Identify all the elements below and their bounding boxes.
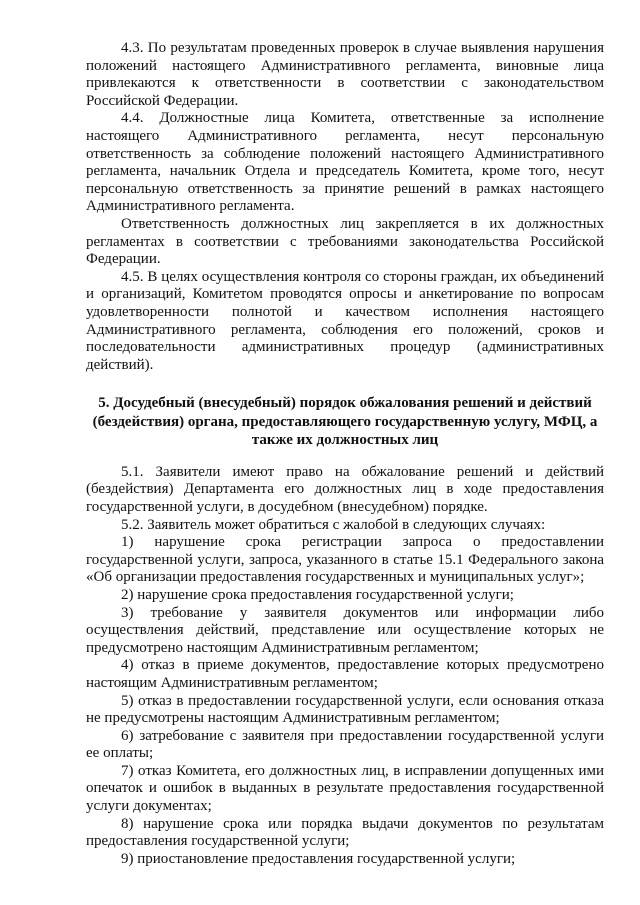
list-item-6: 6) затребование с заявителя при предоставлении государственной услуги ее оплаты; [86,727,604,762]
list-item-5: 5) отказ в предоставлении государственной услуги, если основания отказа не предусмотрены настоящим Административным регламентом; [86,692,604,727]
paragraph-5-2: 5.2. Заявитель может обратиться с жалобой в следующих случаях: [121,516,546,533]
list-item-8: 8) нарушение срока или порядка выдачи документов по результатам предоставления государственной услуги; [86,815,604,850]
paragraph-4-3: 4.3. По результатам проведенных проверок в случае выявления нарушения положений настоящего Административного регламента, виновные лица привлекаются к ответственности в соответствии с законодательством Российской Федерации. [86,40,604,109]
list-item-9: 9) приостановление предоставления государственной услуги; [121,850,516,867]
list-item-2: 2) нарушение срока предоставления государственной услуги; [121,586,514,603]
list-item-1: 1) нарушение срока регистрации запроса о предоставлении государственной услуги, запроса, указанного в статье 15.1 Федерального закона «Об организации предоставления государственных и муниципальных услуг»; [86,534,604,586]
section-5-heading: 5. Досудебный (внесудебный) порядок обжалования решений и действий (бездействия) органа, предоставляющего государственную услугу, МФЦ, а также их должностных лиц [92,395,598,449]
paragraph-4-5: 4.5. В целях осуществления контроля со стороны граждан, их объединений и организаций, Комитетом проводятся опросы и анкетирование по вопросам удовлетворенности полнотой и качеством исполнения настоящего Административного регламента, соблюдения его положений, сроков и последовательности административных процедур (административных действий). [86,268,604,373]
paragraph-5-1: 5.1. Заявители имеют право на обжалование решений и действий (бездействия) Департамента его должностных лиц в ходе предоставления государственной услуги, в досудебном (внесудебном) порядке. [86,463,604,515]
list-item-7: 7) отказ Комитета, его должностных лиц, в исправлении допущенных ими опечаток и ошибок в выданных в результате предоставления государственной услуги документах; [86,762,604,815]
list-item-3: 3) требование у заявителя документов или информации либо осуществления действий, представление или осуществление которых не предусмотрено настоящим Административным регламентом; [86,604,604,656]
paragraph-responsibility: Ответственность должностных лиц закрепляется в их должностных регламентах в соответствии с требованиями законодательства Российской Федерации. [86,215,604,268]
paragraph-4-4: 4.4. Должностные лица Комитета, ответственные за исполнение настоящего Административного регламента, несут персональную ответственность за соблюдение положений настоящего Административного регламента, начальник Отдела и председатель Комитета, кроме того, несут персональную ответственность за принятие решений в рамках настоящего Административного регламента. [86,110,604,215]
list-item-4: 4) отказ в приеме документов, предоставление которых предусмотрено настоящим Административным регламентом; [86,657,604,691]
document-page [86,40,604,868]
